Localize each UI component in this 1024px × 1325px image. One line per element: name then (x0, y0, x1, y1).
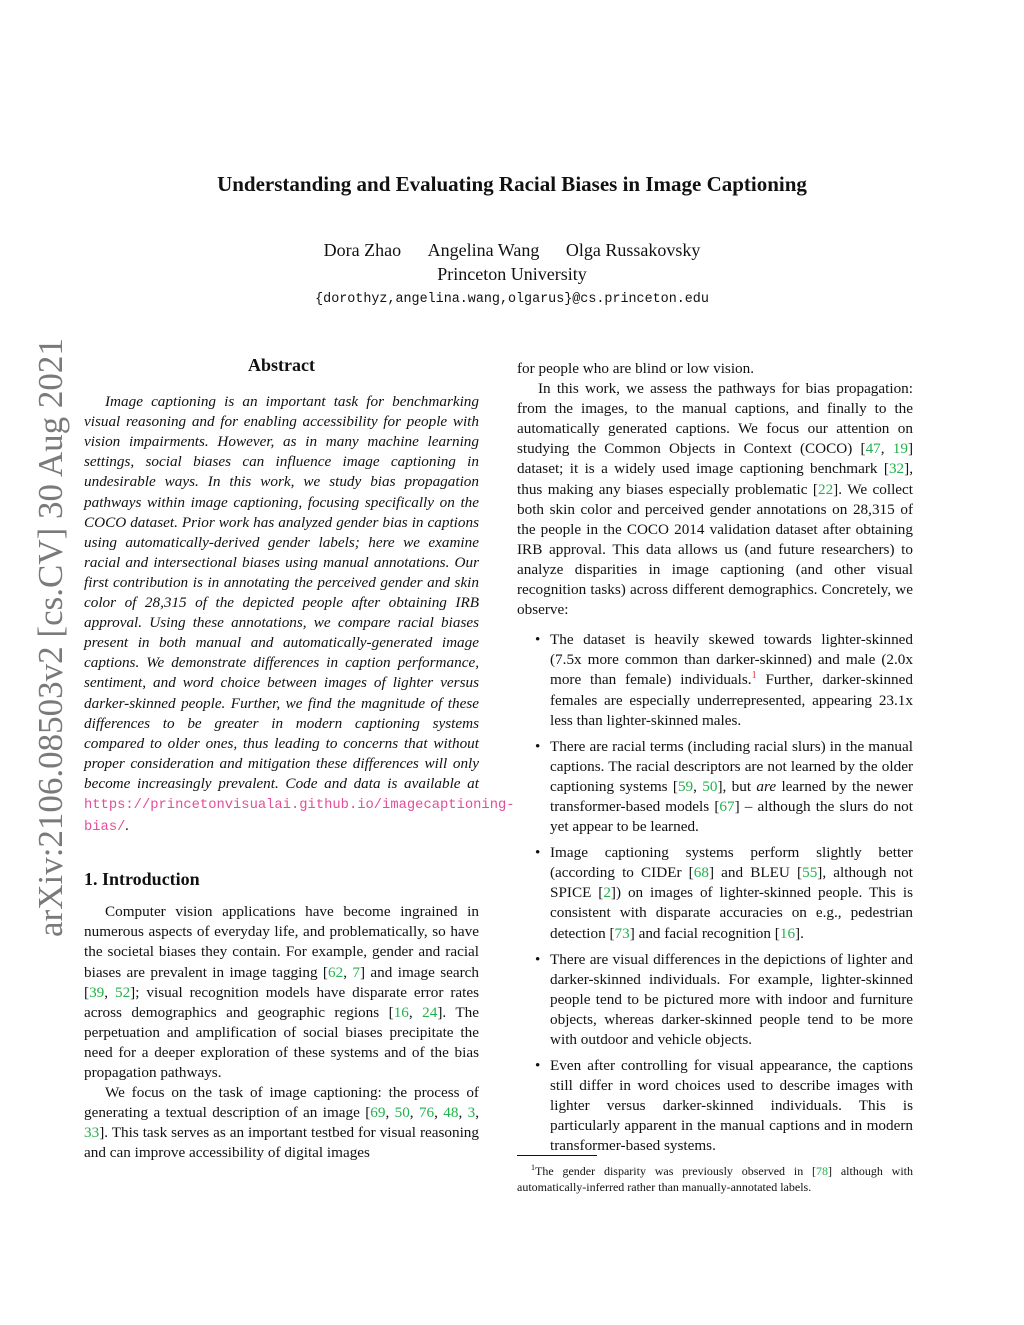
citation-link[interactable]: 7 (352, 963, 360, 981)
code-url-link[interactable]: https://princetonvisualai.github.io/imagecaptioning-bias/ (84, 797, 515, 836)
findings-list (517, 630, 913, 1156)
citation-link[interactable]: 2 (603, 884, 611, 902)
citation-link[interactable]: 67 (719, 797, 735, 815)
author-name: Angelina Wang (427, 240, 540, 260)
list-item: • The dataset is heavily skewed towards lighter-skinned (7.5x more common than darker-skinned) and male (2.0x more than female) individuals.$^1$ Further, darker-skinned females are especially underrepresented, appearing 23.1x less than lighter-skinned males. (517, 630, 913, 730)
citation-link[interactable]: 69 (370, 1104, 386, 1122)
list-item: • There are racial terms (including racial slurs) in the manual captions. The racial descriptors are not learned by the older captioning systems [59, 50], but are learned by the newer transformer-based models [67] – although the slurs do not yet appear to be learned. (517, 737, 913, 837)
citation-link[interactable]: 22 (817, 480, 834, 498)
intro-paragraph: In this work, we assess the pathways for bias propagation: from the images, to the manual captions, and finally to the automatically generated captions. We focus our attention on studying the Common Objects in Context (COCO) [47, 19] dataset; it is a widely used image captioning benchmark [32], thus making any biases especially problematic [22]. We collect both skin color and perceived gender annotations on 28,315 of the people in the COCO 2014 validation dataset after obtaining IRB approval. This data allows us (and future researchers) to analyze disparities in image captioning (and other visual recognition tasks) across different demographics. Concretely, we observe: (517, 380, 914, 619)
citation-link[interactable]: 52 (114, 983, 131, 1001)
abstract-text: Image captioning is an important task for benchmarking visual reasoning and for enabling accessibility for people with vision impairments. However, as in many machine learning settings, social biases can influence image captioning in undesirable ways. In this work, we study bias propagation pathways within image captioning, focusing specifically on the COCO dataset. Prior work has analyzed gender bias in captions using automatically-derived gender labels; here we examine racial and intersectional biases using manual annotations. Our first contribution is in annotating the perceived gender and skin color of 28,315 of the depicted people after obtaining IRB approval. Using these annotations, we compare racial biases present in both manual and automatically-generated image captions. We demonstrate differences in caption performance, sentiment, and word choice between images of lighter versus darker-skinned people. Further, we find the magnitude of these differences to be greater in modern captioning systems compared to older ones, thus leading to concerns that without proper consideration and mitigation these differences will only become increasingly prevalent. Code and data is available at https://princetonvisualai.github.io/imagecaptioning-bias/. (84, 393, 515, 836)
footnote-ref-link[interactable]: 1 (751, 670, 757, 682)
citation-link[interactable]: 47 (865, 440, 881, 458)
citation-link[interactable]: 3 (467, 1104, 476, 1122)
paper-title: Understanding and Evaluating Racial Biases in Image Captioning (217, 172, 807, 196)
footnote: $^1$The gender disparity was previously observed in [78] although with automatically-inferred rather than manually-annotated labels. (517, 1163, 913, 1194)
author-list (0, 240, 1024, 261)
citation-link[interactable]: 62 (328, 963, 344, 981)
citation-link[interactable]: 59 (677, 777, 694, 795)
citation-link[interactable]: 68 (693, 864, 709, 882)
intro-paragraph: We focus on the task of image captioning: the process of generating a textual description of an image [69, 50, 76, 48, 3, 33]. This task serves as an important testbed for visual reasoning and can improve accessibility of digital images (84, 1084, 480, 1162)
citation-link[interactable]: 73 (614, 924, 630, 942)
citation-link[interactable]: 50 (702, 777, 718, 795)
intro-paragraph-continued: for people who are blind or low vision. (517, 360, 755, 377)
list-item: • Image captioning systems perform slightly better (according to CIDEr [68] and BLEU [55], although not SPICE [2]) on images of lighter-skinned people. This is consistent with disparate accuracies on e.g., pedestrian detection [73] and facial recognition [16]. (517, 843, 913, 943)
citation-link[interactable]: 16 (393, 1003, 409, 1021)
list-item: • Even after controlling for visual appearance, the captions still differ in word choices used to describe images with lighter versus darker-skinned individuals. This is particularly apparent in the manual captions and in modern transformer-based systems. (517, 1056, 913, 1156)
affiliation: Princeton University (437, 264, 587, 284)
citation-link[interactable]: 24 (422, 1003, 438, 1021)
footnote-divider (517, 1155, 597, 1156)
intro-paragraph: Computer vision applications have become ingrained in numerous aspects of everyday life, and problematically, so have the societal biases they contain. For example, gender and racial biases are prevalent in image tagging [62, 7] and image search [39, 52]; visual recognition models have disparate error rates across demographics and geographic regions [16, 24]. The perpetuation and amplification of social biases precipitate the need for a deeper exploration of these systems and of the bias propagation pathways. (84, 903, 480, 1081)
citation-link[interactable]: 19 (892, 440, 908, 458)
citation-link[interactable]: 16 (779, 924, 796, 942)
citation-link[interactable]: 33 (84, 1124, 100, 1142)
citation-link[interactable]: 48 (443, 1104, 459, 1122)
section-heading-introduction: 1. Introduction (84, 869, 200, 890)
citation-link[interactable]: 55 (802, 864, 818, 882)
citation-link[interactable]: 78 (816, 1164, 829, 1178)
left-column (84, 355, 515, 1163)
citation-link[interactable]: 32 (888, 460, 905, 478)
list-item: • There are visual differences in the depictions of lighter and darker-skinned individuals. For example, lighter-skinned people tend to be pictured more with indoor and furniture objects, whereas darker-skinned people tend to be more with outdoor and vehicle objects. (517, 950, 913, 1050)
citation-link[interactable]: 50 (394, 1104, 410, 1122)
abstract-heading: Abstract (248, 355, 315, 375)
right-column (517, 359, 913, 1163)
author-name: Olga Russakovsky (565, 240, 701, 260)
author-emails: {dorothyz,angelina.wang,olgarus}@cs.princeton.edu (315, 292, 709, 307)
citation-link[interactable]: 76 (418, 1104, 435, 1122)
arxiv-sidebar-stamp: arXiv:2106.08503v2 [cs.CV] 30 Aug 2021 (31, 338, 70, 937)
author-name: Dora Zhao (323, 240, 402, 260)
citation-link[interactable]: 39 (89, 983, 105, 1001)
